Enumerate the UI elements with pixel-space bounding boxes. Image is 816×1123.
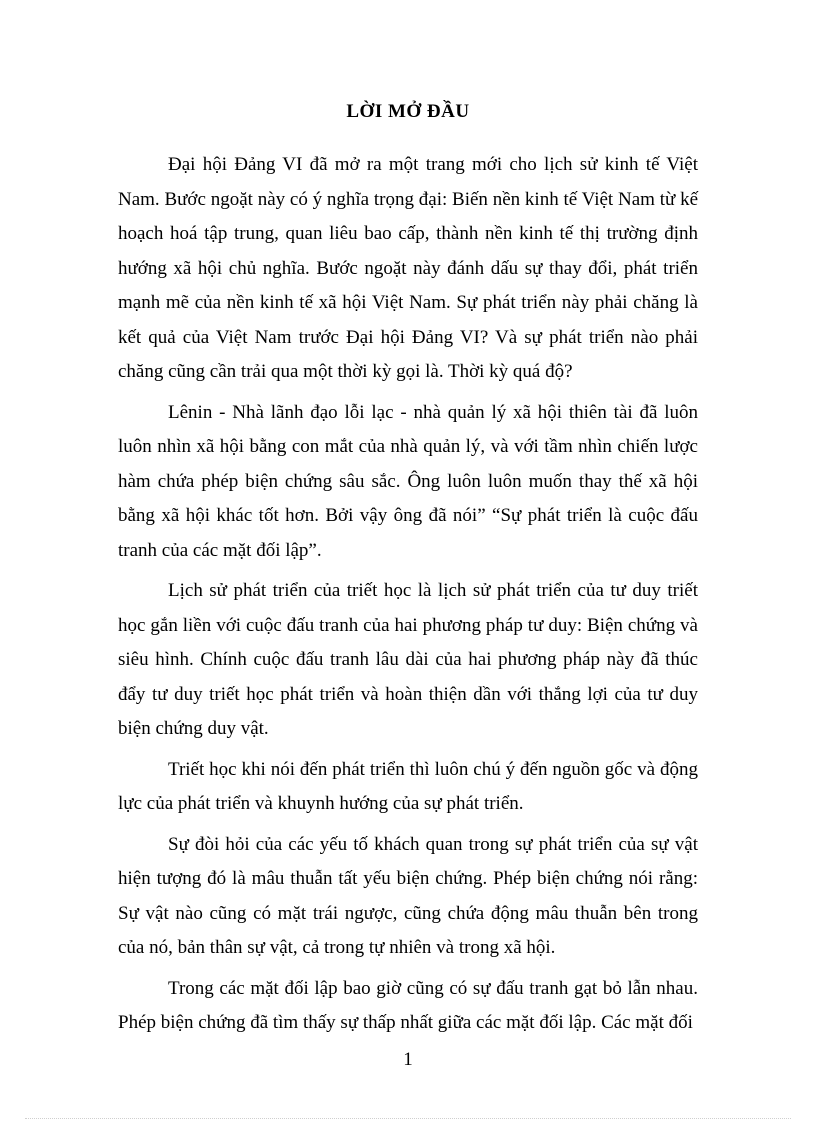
paragraph: Trong các mặt đối lập bao giờ cũng có sự đấu tranh gạt bỏ lẫn nhau. Phép biện chứng đã tìm thấy sự thấp nhất giữa các mặt đối lập. Các mặt đối bbox=[118, 977, 698, 1033]
paragraph: Đại hội Đảng VI đã mở ra một trang mới cho lịch sử kinh tế Việt Nam. Bước ngoặt này có ý nghĩa trọng đại: Biến nền kinh tế Việt Nam từ kế hoạch hoá tập trung, quan liêu bao cấp, thành nền kinh tế thị trường định hướng xã hội chủ nghĩa. Bước ngoặt này đánh dấu sự thay đổi, phát triển mạnh mẽ của nền kinh tế xã hội Việt Nam. Sự phát triển này phải chăng là kết quả của Việt Nam trước Đại hội Đảng VI? Và sự phát triển nào phải chăng cũng cần trải qua một thời kỳ gọi là. Thời kỳ quá độ? bbox=[118, 154, 698, 382]
paragraph: Sự đòi hỏi của các yếu tố khách quan trong sự phát triển của sự vật hiện tượng đó là mâu thuẫn tất yếu biện chứng. Phép biện chứng nói rằng: Sự vật nào cũng có mặt trái ngược, cũng chứa động mâu thuẫn bên trong của nó, bản thân sự vật, cả trong tự nhiên và trong xã hội. bbox=[118, 833, 698, 958]
page-title: LỜI MỞ ĐẦU bbox=[346, 101, 470, 122]
body-text bbox=[118, 148, 698, 1047]
paragraph: Lịch sử phát triển của triết học là lịch sử phát triển của tư duy triết học gắn liền với cuộc đấu tranh của hai phương pháp tư duy: Biện chứng và siêu hình. Chính cuộc đấu tranh lâu dài của hai phương pháp này đã thúc đẩy tư duy triết học phát triển và hoàn thiện dần với thắng lợi của tư duy biện chứng duy vật. bbox=[118, 580, 698, 739]
page-number: 1 bbox=[403, 1049, 413, 1070]
page-bottom-divider bbox=[25, 1118, 791, 1119]
paragraph: Lênin - Nhà lãnh đạo lỗi lạc - nhà quản lý xã hội thiên tài đã luôn luôn nhìn xã hội bằng con mắt của nhà quản lý, và với tầm nhìn chiến lược hàm chứa phép biện chứng sâu sắc. Ông luôn luôn muốn thay thế xã hội bằng xã hội khác tốt hơn. Bởi vậy ông đã nói” “Sự phát triển là cuộc đấu tranh của các mặt đối lập”. bbox=[118, 401, 698, 561]
paragraph: Triết học khi nói đến phát triển thì luôn chú ý đến nguồn gốc và động lực của phát triển và khuynh hướng của sự phát triển. bbox=[118, 758, 698, 814]
